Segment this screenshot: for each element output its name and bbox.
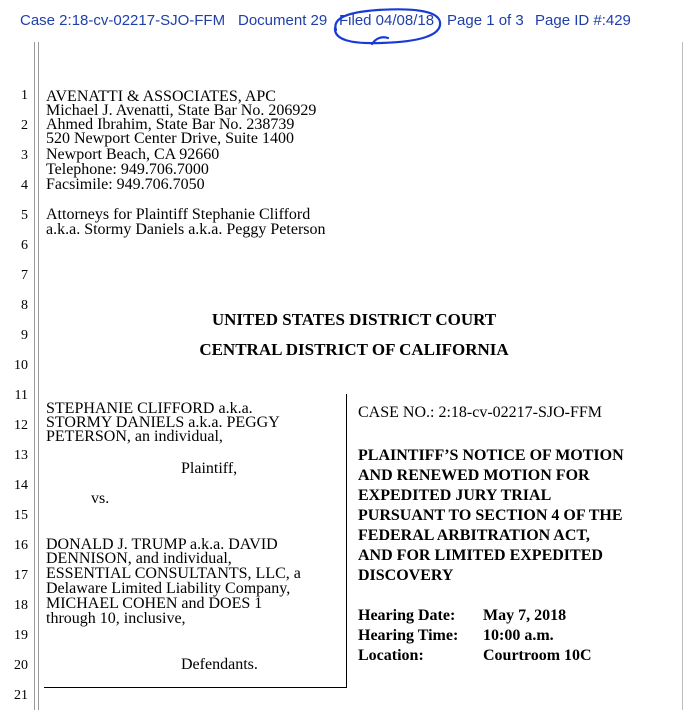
hearing-date-label: Hearing Date: [358,607,456,624]
defendant-line-3: ESSENTIAL CONSULTANTS, LLC, a [46,565,301,582]
hearing-time-value: 10:00 a.m. [483,627,554,644]
line-number: 13 [14,448,28,463]
header-page: Page 1 of 3 [447,12,524,29]
line-number: 14 [14,478,28,493]
motion-title [358,446,624,586]
plaintiff-line-2: STORMY DANIELS a.k.a. PEGGY [46,414,280,431]
line-number: 15 [14,508,28,523]
line-number: 4 [21,178,28,193]
line-number: 20 [14,658,28,673]
line-number: 6 [21,238,28,253]
hearing-date-value: May 7, 2018 [483,607,567,624]
motion-title-line: DISCOVERY [358,567,454,584]
motion-title-line: EXPEDITED JURY TRIAL [358,487,552,504]
defendant-line-1: DONALD J. TRUMP a.k.a. DAVID [46,536,278,553]
left-margin-rule [34,42,35,710]
hearing-time-label: Hearing Time: [358,627,459,644]
court-name: UNITED STATES DISTRICT COURT [211,310,497,329]
hearing-location-value: Courtroom 10C [483,647,592,664]
line-number: 8 [21,298,28,313]
line-number: 16 [14,538,28,553]
attorneys-for-line-1: Attorneys for Plaintiff Stephanie Clifford [46,206,311,223]
line-number: 18 [14,598,28,613]
firm-attorney-2: Ahmed Ibrahim, State Bar No. 238739 [46,116,295,133]
header-filed-date: Filed 04/08/18 [339,12,435,29]
line-number: 12 [14,418,28,433]
motion-title-line: AND FOR LIMITED EXPEDITED [358,547,603,564]
firm-street: 520 Newport Center Drive, Suite 1400 [46,130,294,147]
line-number: 10 [14,358,28,373]
handwritten-circle-annotation [0,0,697,60]
defendant-line-5: MICHAEL COHEN and DOES 1 [46,595,263,612]
motion-title-line: PLAINTIFF’S NOTICE OF MOTION [358,447,624,464]
caption-divider-horizontal [44,687,347,688]
firm-name: AVENATTI & ASSOCIATES, APC [46,88,276,105]
firm-facsimile: Facsimile: 949.706.7050 [46,176,205,193]
motion-title-line: AND RENEWED MOTION FOR [358,467,590,484]
line-number: 2 [21,118,28,133]
line-number: 21 [14,688,28,703]
header-document: Document 29 [238,12,328,29]
attorneys-for-line-2: a.k.a. Stormy Daniels a.k.a. Peggy Peterson [46,221,326,238]
plaintiff-role: Plaintiff, [181,460,238,477]
line-number: 1 [21,88,28,103]
right-margin-rule [682,42,683,710]
line-number: 5 [21,208,28,223]
firm-telephone: Telephone: 949.706.7000 [46,161,209,178]
plaintiff-line-1: STEPHANIE CLIFFORD a.k.a. [46,400,253,417]
header-page-id: Page ID #:429 [535,12,631,29]
hearing-location-label: Location: [358,647,424,664]
court-district: CENTRAL DISTRICT OF CALIFORNIA [199,340,509,359]
left-margin-rule-inner [38,42,39,710]
defendant-line-2: DENNISON, and individual, [46,550,232,567]
header-case-number: Case 2:18-cv-02217-SJO-FFM [20,12,226,29]
motion-title-line: PURSUANT TO SECTION 4 OF THE [358,507,623,524]
line-number: 19 [14,628,28,643]
defendant-line-6: through 10, inclusive, [46,610,186,627]
case-number: CASE NO.: 2:18-cv-02217-SJO-FFM [358,404,603,421]
plaintiff-line-3: PETERSON, an individual, [46,428,223,445]
defendant-line-4: Delaware Limited Liability Company, [46,580,291,597]
line-number: 17 [14,568,28,583]
firm-city: Newport Beach, CA 92660 [46,146,220,163]
caption-divider-vertical [346,394,347,688]
line-number: 11 [14,388,28,403]
versus-label: vs. [91,490,110,507]
firm-attorney-1: Michael J. Avenatti, State Bar No. 206929 [46,102,317,119]
motion-title-line: FEDERAL ARBITRATION ACT, [358,527,590,544]
line-number: 3 [21,148,28,163]
line-number: 7 [21,268,28,283]
defendants-role: Defendants. [181,656,258,673]
line-number: 9 [21,328,28,343]
